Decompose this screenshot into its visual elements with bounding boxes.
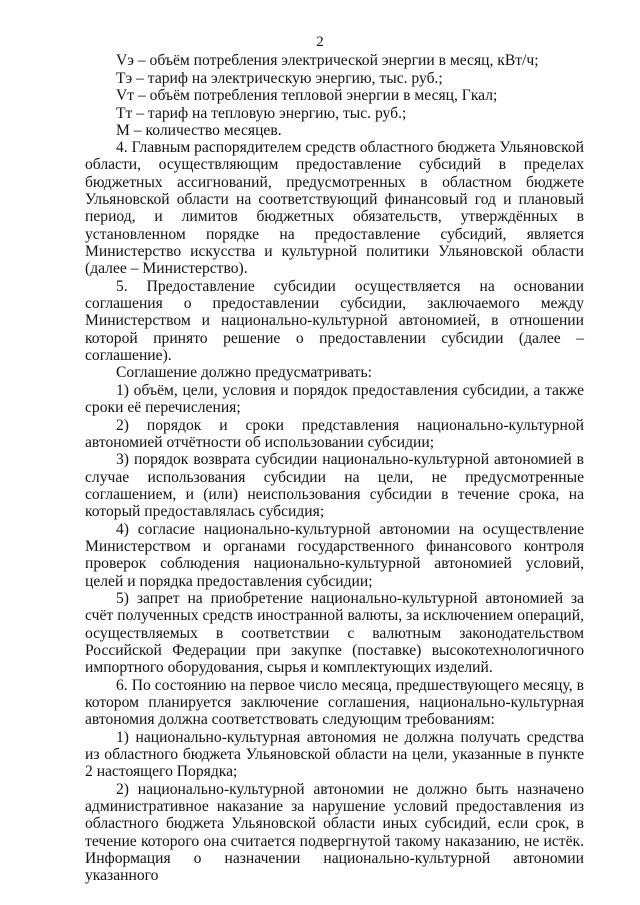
agreement-item-5: 5) запрет на приобретение национально-культурной автономией за счёт полученных средств иностранной валюты, за исключением операций, осуществляемых в соответствии с валютным законодательством Российской Федерации при закупке (поставке) высокотехнологичного импортного оборудования, сырья и комплектующих изделий. [85,589,584,677]
agreement-intro: Соглашение должно предусматривать: [116,364,372,382]
formula-definitions [116,52,606,140]
paragraph-6: 6. По состоянию на первое число месяца, предшествующего месяцу, в котором планируется заключение соглашения, национально-культурная автономия должна соответствовать следующим требованиям: [85,676,584,729]
definition-line: Vэ – объём потребления электрической энергии в месяц, кВт/ч; [116,52,539,69]
page-number: 2 [316,34,324,50]
requirement-item-1: 1) национально-культурная автономия не должна получать средства из областного бюджета Ульяновской области на цели, указанные в пункте 2 настоящего Порядка; [85,728,584,781]
paragraph-4: 4. Главным распорядителем средств областного бюджета Ульяновской области, осуществляющим предоставление субсидий в пределах бюджетных ассигнований, предусмотренных в областном бюджете Ульяновской области на соответствующий финансовый год и плановый период, и лимитов бюджетных обязательств, утверждённых в установленном порядке на предоставление субсидий, является Министерство искусства и культурной политики Ульяновской области (далее – Министерство). [85,139,584,278]
agreement-item-4: 4) согласие национально-культурной автономии на осуществление Министерством и органами государственного финансового контроля проверок соблюдения национально-культурной автономией условий, целей и порядка предоставления субсидии; [85,520,584,590]
agreement-item-3: 3) порядок возврата субсидии национально-культурной автономией в случае использования субсидии на цели, не предусмотренные соглашением, и (или) неиспользования субсидии в течение срока, на который предоставлялась субсидия; [85,451,584,521]
definition-line: Тэ – тариф на электрическую энергию, тыс. руб.; [116,69,443,87]
definition-line: Тт – тариф на тепловую энергию, тыс. руб.; [116,104,407,122]
paragraph-5: 5. Предоставление субсидии осуществляется на основании соглашения о предоставлении субсидии, заключаемого между Министерством и национально-культурной автономией, в отношении которой принято решение о предоставлении субсидии (далее – соглашение). [85,277,584,365]
definition-line: М – количество месяцев. [116,122,282,139]
definition-line: Vт – объём потребления тепловой энергии в месяц, Гкал; [116,87,498,104]
agreement-item-1: 1) объём, цели, условия и порядок предоставления субсидии, а также сроки её перечисления; [85,381,584,417]
document-body [85,139,584,885]
agreement-item-2: 2) порядок и сроки представления национально-культурной автономией отчётности об использовании субсидии; [85,416,584,451]
requirement-item-2: 2) национально-культурной автономии не должно быть назначено административное наказание за нарушение условий предоставления из областного бюджета Ульяновской области иных субсидий, если срок, в течение которого она считается подвергнутой такому наказанию, не истёк. Информация о назначении национально-культурной автономии указанного [85,780,584,885]
